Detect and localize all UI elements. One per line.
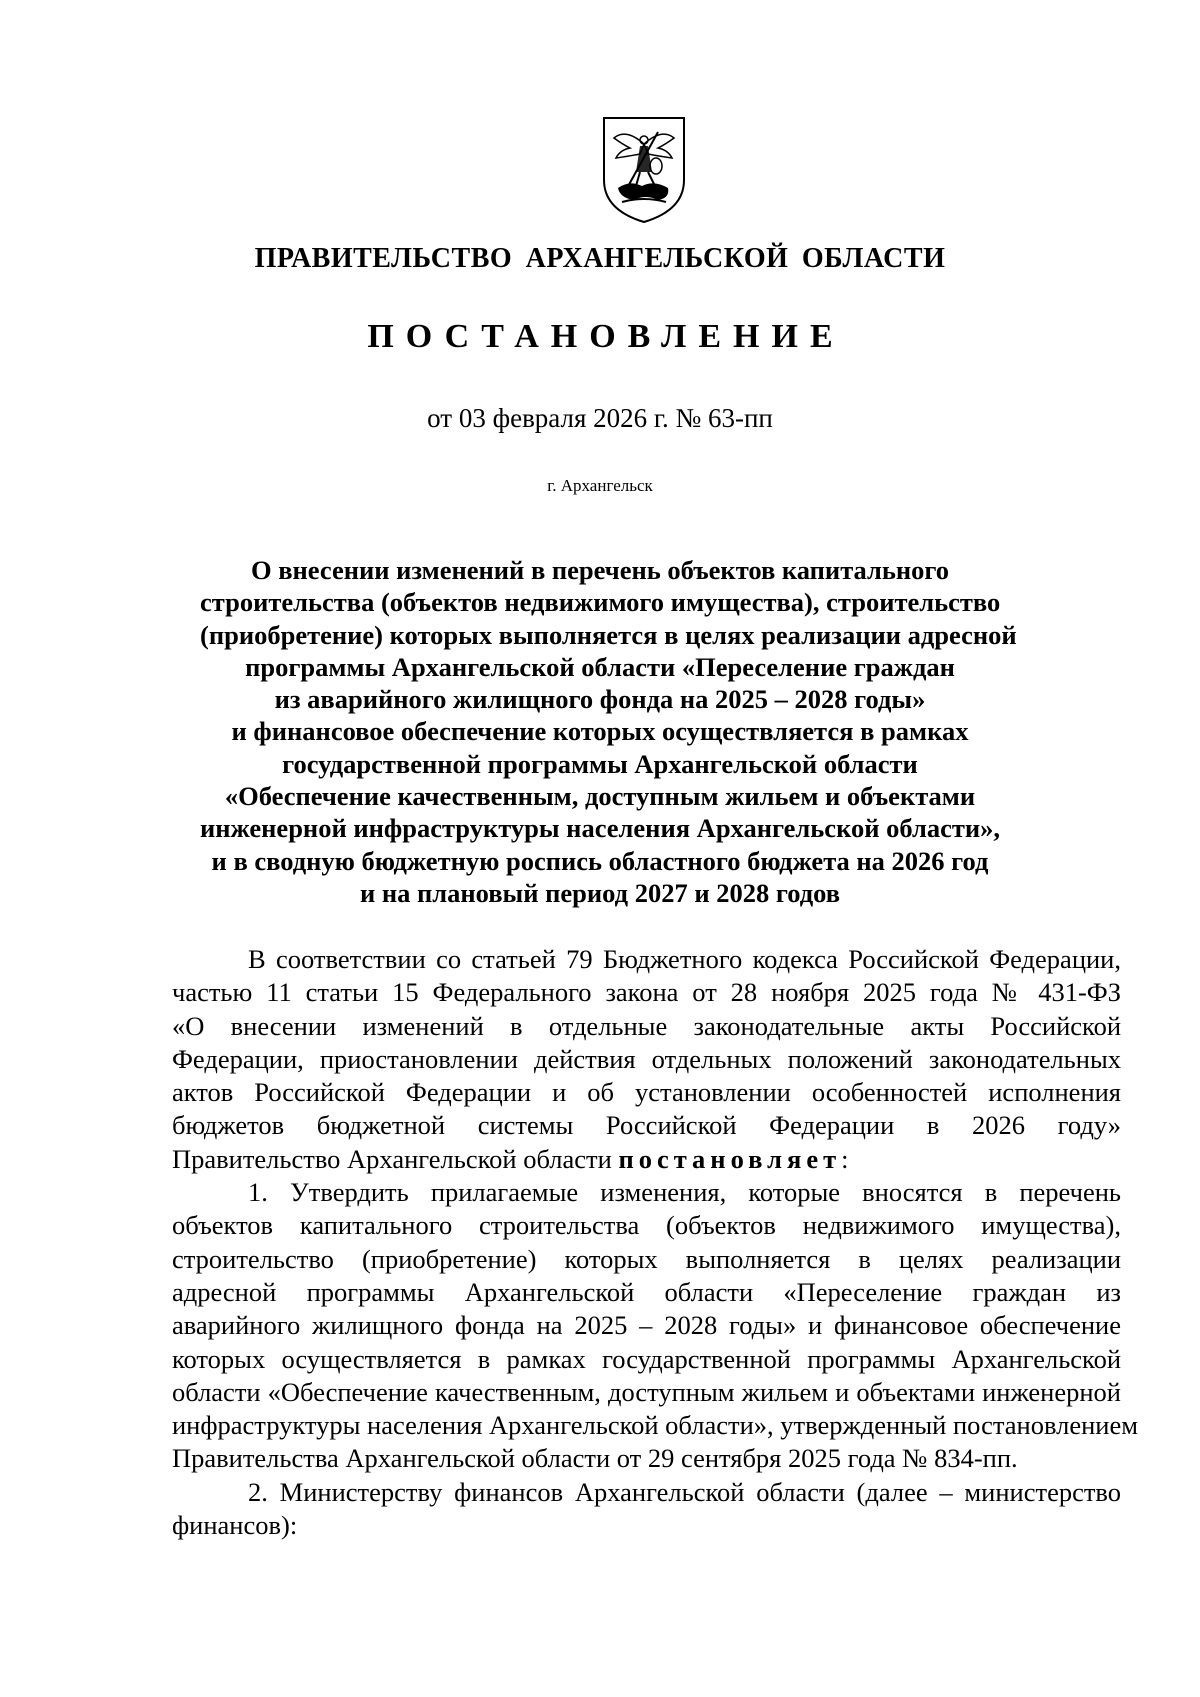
item-2-paragraph [172, 1476, 1121, 1543]
body-line: инфраструктуры населения Архангельской области», утвержденный постановлением [172, 1410, 1138, 1441]
item-1-paragraph [172, 1176, 1138, 1476]
body-line: 2. Министерству финансов Архангельской области (далее – министерство [248, 1476, 1121, 1507]
subject-line: «Обеспечение качественным, доступным жильем и объектами [224, 781, 976, 812]
decree-word: постановляет [618, 1143, 842, 1174]
body-line: области «Обеспечение качественным, доступным жильем и объектами инженерной [172, 1376, 1121, 1407]
document-subject [200, 554, 1017, 909]
document-body [172, 943, 1138, 1542]
subject-line: О внесении изменений в перечень объектов капитального [250, 555, 950, 585]
preamble-paragraph [172, 943, 1121, 1176]
subject-line: программы Архангельской области «Переселение граждан [245, 651, 955, 682]
subject-line: государственной программы Архангельской области [282, 748, 918, 779]
body-line: «О внесении изменений в отдельные законодательные акты Российской [172, 1010, 1121, 1041]
body-line: Правительства Архангельской области от 29 сентября 2025 года № 834-пп. [172, 1443, 1018, 1474]
body-line: актов Российской Федерации и об установлении особенностей исполнения [172, 1077, 1121, 1108]
body-line: адресной программы Архангельской области «Переселение граждан из [172, 1276, 1121, 1307]
body-line: финансов): [172, 1510, 298, 1541]
government-title: ПРАВИТЕЛЬСТВО АРХАНГЕЛЬСКОЙ ОБЛАСТИ [254, 243, 946, 274]
subject-line: инженерной инфраструктуры населения Архангельской области», [200, 813, 1001, 844]
coat-of-arms-icon [600, 114, 688, 226]
subject-line: (приобретение) которых выполняется в целях реализации адресной [200, 619, 1017, 650]
subject-line: и финансовое обеспечение которых осуществляется в рамках [231, 716, 969, 747]
body-line: В соответствии со статьей 79 Бюджетного кодекса Российской Федерации, [248, 944, 1121, 974]
body-line: 1. Утвердить прилагаемые изменения, которые вносятся в перечень [248, 1177, 1121, 1208]
body-line: бюджетов бюджетной системы Российской Федерации в 2026 году» [172, 1110, 1121, 1141]
subject-line: из аварийного жилищного фонда на 2025 – 2028 годы» [274, 684, 926, 715]
body-line: строительство (приобретение) которых выполняется в целях реализации [172, 1243, 1121, 1274]
document-city: г. Архангельск [547, 476, 653, 495]
preamble-suffix: : [841, 1143, 849, 1174]
body-line: аварийного жилищного фонда на 2025 – 2028 годы» и финансовое обеспечение [172, 1310, 1121, 1341]
subject-line: строительства (объектов недвижимого имущества), строительство [200, 587, 1001, 618]
body-line: объектов капитального строительства (объектов недвижимого имущества), [172, 1210, 1121, 1241]
body-line [172, 1143, 1121, 1176]
body-line: Федерации, приостановлении действия отдельных положений законодательных [172, 1043, 1121, 1074]
document-type: ПОСТАНОВЛЕНИЕ [367, 318, 845, 355]
preamble-prefix: Правительство Архангельской области [172, 1143, 619, 1174]
document-date-number: от 03 февраля 2026 г. № 63-пп [427, 403, 773, 433]
subject-line: и в сводную бюджетную роспись областного бюджета на 2026 год [211, 845, 989, 876]
subject-line: и на плановый период 2027 и 2028 годов [359, 877, 841, 908]
body-line: которых осуществляется в рамках государственной программы Архангельской [172, 1343, 1121, 1374]
body-line: частью 11 статьи 15 Федерального закона от 28 ноября 2025 года № 431-ФЗ [172, 977, 1121, 1008]
